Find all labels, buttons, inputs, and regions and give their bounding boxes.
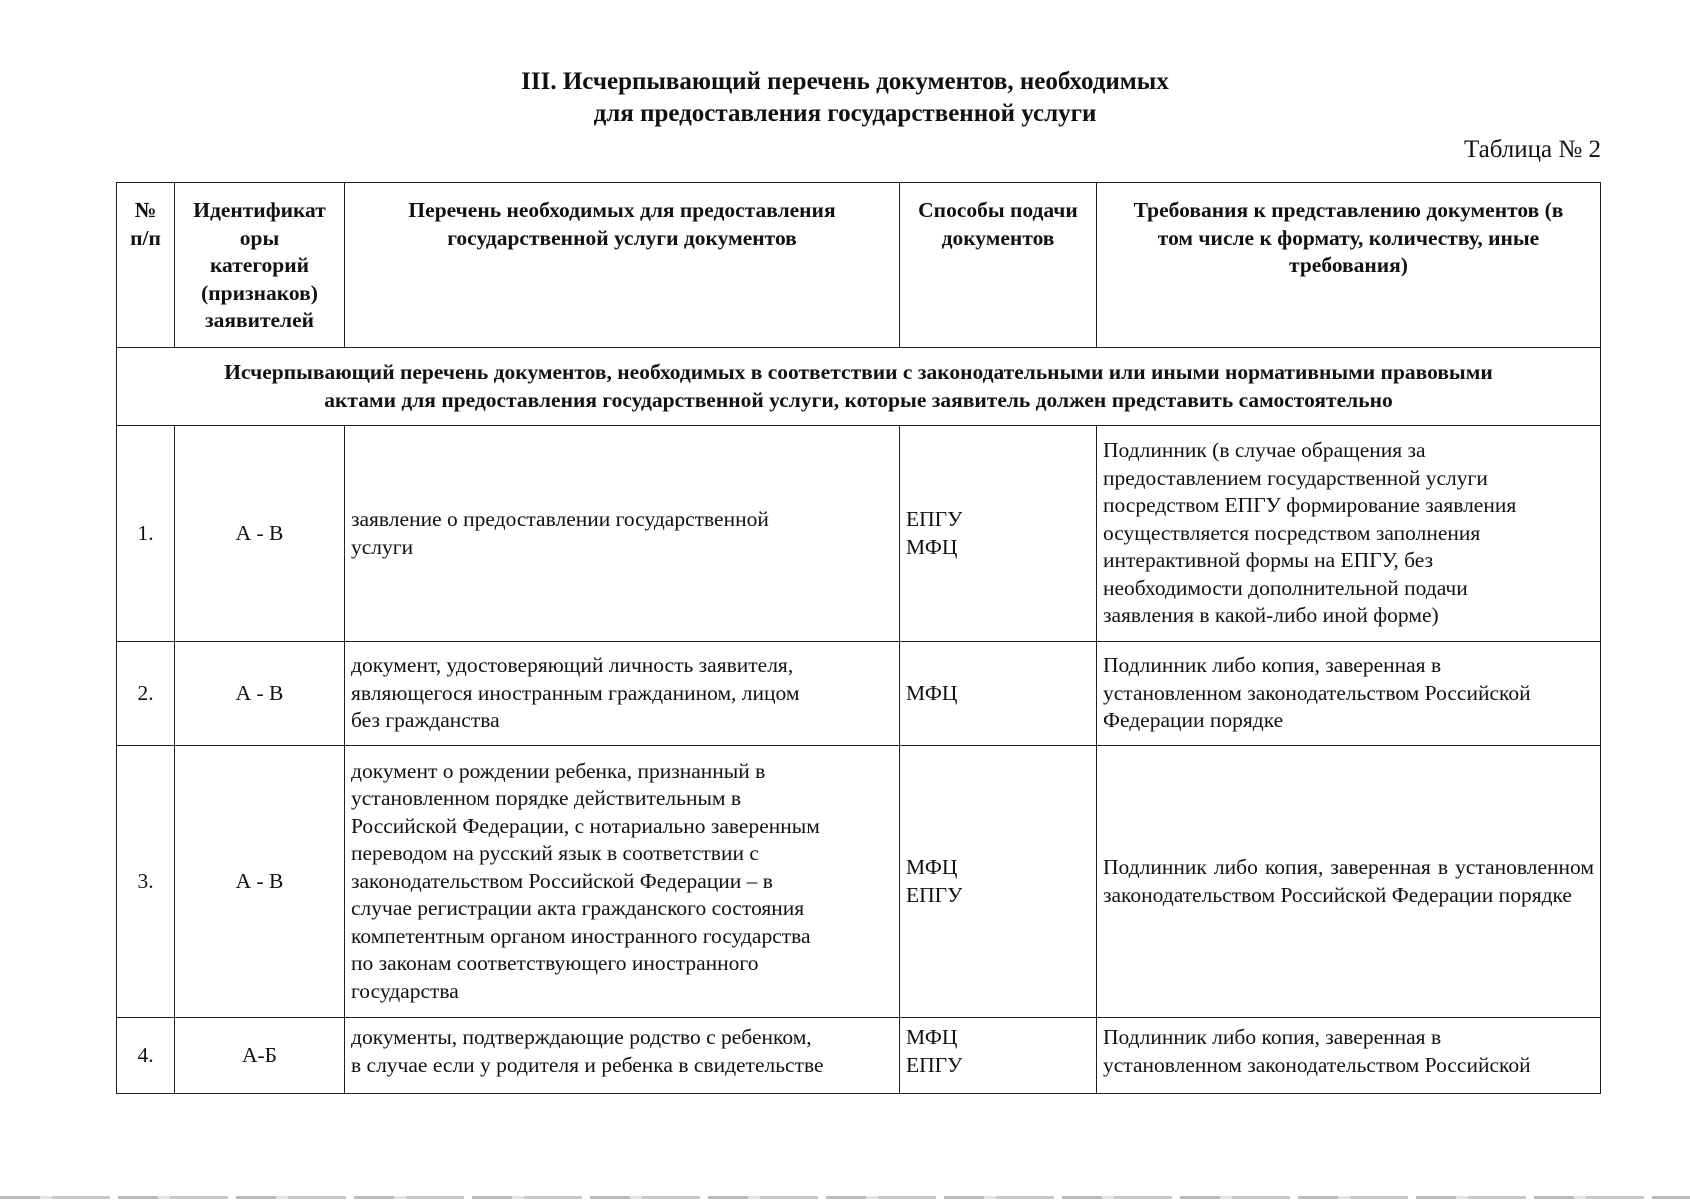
page-title bbox=[0, 66, 1690, 130]
table-row bbox=[117, 426, 1601, 642]
page-title-line-2: для предоставления государственной услуги bbox=[593, 100, 1097, 127]
section-header: Исчерпывающий перечень документов, необходимых в соответствии с законодательными или иными нормативными правовыми актами для предоставления государственной услуги, которые заявитель должен представить самостоятельно bbox=[117, 348, 1601, 426]
row-category: А-Б bbox=[175, 1018, 345, 1094]
header-documents: Перечень необходимых для предоставления государственной услуги документов bbox=[345, 183, 900, 348]
row-number: 2. bbox=[117, 642, 175, 746]
row-requirements: Подлинник либо копия, заверенная в установленном законодательством Российской Федерации порядке bbox=[1097, 642, 1601, 746]
header-methods: Способы подачи документов bbox=[900, 183, 1097, 348]
row-methods: МФЦ bbox=[900, 642, 1097, 746]
table-caption: Таблица № 2 bbox=[1463, 136, 1601, 163]
row-methods: МФЦ ЕПГУ bbox=[900, 1018, 1097, 1094]
row-requirements: Подлинник либо копия, заверенная в установленном законодательством Российской Федерации порядке bbox=[1097, 746, 1601, 1018]
row-document: документы, подтверждающие родство с ребенком, в случае если у родителя и ребенка в свидетельстве bbox=[345, 1018, 900, 1094]
table-header-row bbox=[117, 183, 1601, 348]
page-title-line-1: III. Исчерпывающий перечень документов, необходимых bbox=[521, 68, 1169, 95]
row-number: 4. bbox=[117, 1018, 175, 1094]
row-number: 3. bbox=[117, 746, 175, 1018]
row-document: документ о рождении ребенка, признанный в установленном порядке действительным в Российской Федерации, с нотариально заверенным переводом на русский язык в соответствии с законодательством Российской Федерации – в случае регистрации акта гражданского состояния компетентным органом иностранного государства по законам соответствующего иностранного государства bbox=[345, 746, 900, 1018]
row-category: А - В bbox=[175, 642, 345, 746]
row-category: А - В bbox=[175, 746, 345, 1018]
header-num: № п/п bbox=[117, 183, 175, 348]
header-requirements: Требования к представлению документов (в том числе к формату, количеству, иные требования) bbox=[1097, 183, 1601, 348]
documents-table bbox=[116, 182, 1601, 1094]
row-document: документ, удостоверяющий личность заявителя, являющегося иностранным гражданином, лицом без гражданства bbox=[345, 642, 900, 746]
row-category: А - В bbox=[175, 426, 345, 642]
row-document: заявление о предоставлении государственной услуги bbox=[345, 426, 900, 642]
table-row bbox=[117, 1018, 1601, 1094]
header-category: Идентификат оры категорий (признаков) заявителей bbox=[175, 183, 345, 348]
table-row bbox=[117, 746, 1601, 1018]
table-row bbox=[117, 642, 1601, 746]
row-methods: МФЦ ЕПГУ bbox=[900, 746, 1097, 1018]
scan-edge-line bbox=[0, 1196, 1690, 1199]
row-number: 1. bbox=[117, 426, 175, 642]
row-methods: ЕПГУ МФЦ bbox=[900, 426, 1097, 642]
row-requirements: Подлинник либо копия, заверенная в установленном законодательством Российской bbox=[1097, 1018, 1601, 1094]
row-requirements: Подлинник (в случае обращения за предоставлением государственной услуги посредством ЕПГУ формирование заявления осуществляется посредством заполнения интерактивной формы на ЕПГУ, без необходимости дополнительной подачи заявления в какой-либо иной форме) bbox=[1097, 426, 1601, 642]
section-header-row bbox=[117, 348, 1601, 426]
